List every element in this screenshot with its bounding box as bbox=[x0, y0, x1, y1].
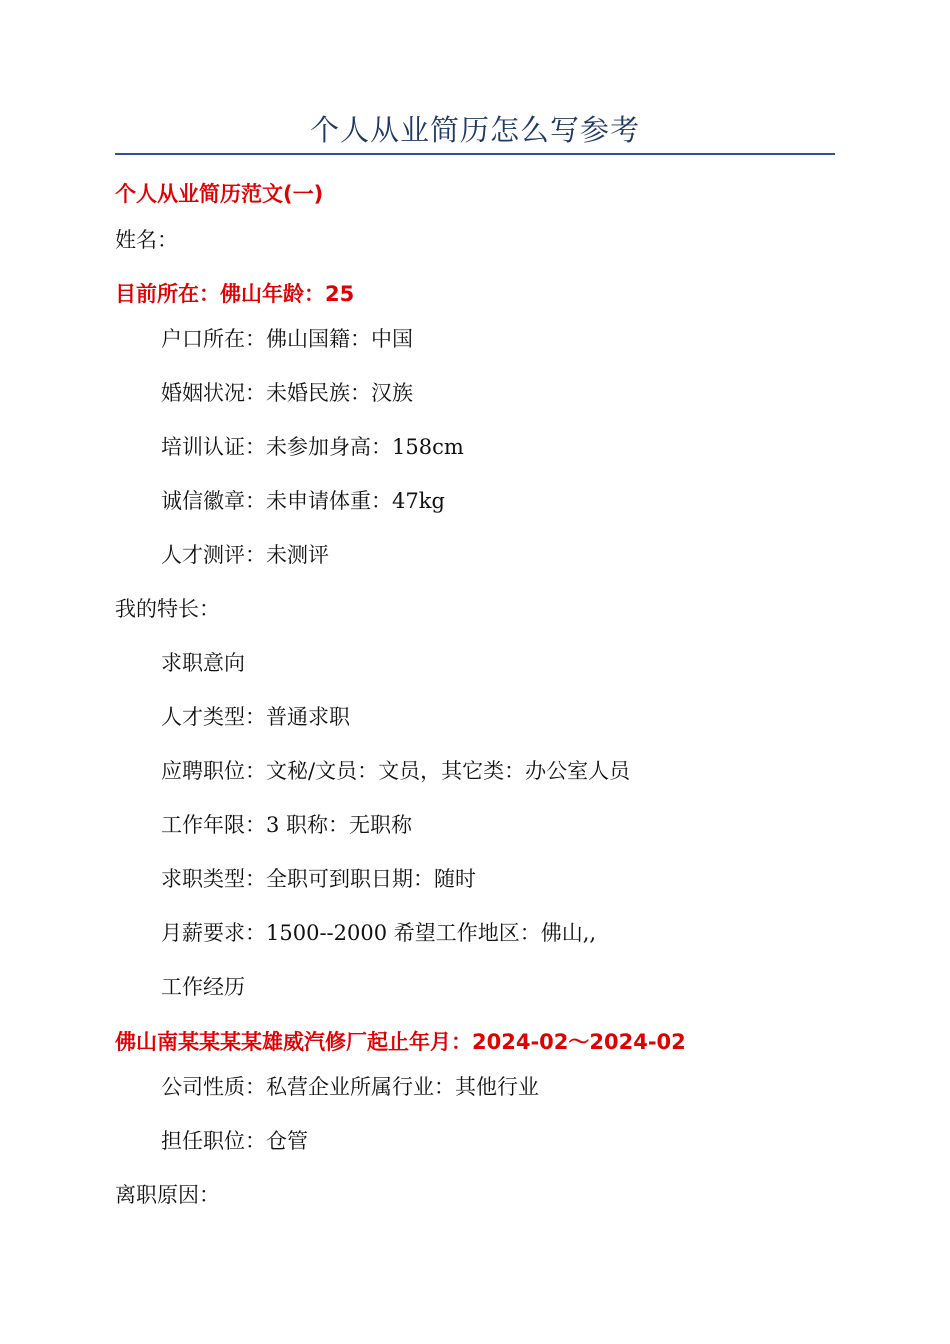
info-line: 月薪要求：1500--2000 希望工作地区：佛山,, bbox=[161, 921, 597, 945]
subheading-line: 工作经历 bbox=[161, 975, 245, 999]
employer-heading: 佛山南某某某某雄威汽修厂起止年月：2024-02～2024-02 bbox=[115, 1030, 686, 1054]
info-line: 诚信徽章：未申请体重：47kg bbox=[161, 489, 445, 513]
name-line: 姓名： bbox=[115, 228, 178, 252]
info-line: 担任职位：仓管 bbox=[161, 1129, 308, 1153]
reason-line: 离职原因： bbox=[115, 1183, 220, 1207]
info-line: 人才类型：普通求职 bbox=[161, 705, 350, 729]
info-line: 户口所在：佛山国籍：中国 bbox=[161, 327, 413, 351]
title-underline bbox=[115, 153, 835, 155]
info-line: 人才测评：未测评 bbox=[161, 543, 329, 567]
info-line: 求职类型：全职可到职日期：随时 bbox=[161, 867, 476, 891]
page-title: 个人从业简历怎么写参考 bbox=[309, 113, 640, 147]
section-heading: 个人从业简历范文(一) bbox=[115, 182, 324, 206]
location-age-heading: 目前所在：佛山年龄：25 bbox=[115, 282, 355, 306]
info-line: 婚姻状况：未婚民族：汉族 bbox=[161, 381, 413, 405]
subheading-line: 求职意向 bbox=[161, 651, 245, 675]
specialty-line: 我的特长： bbox=[115, 597, 220, 621]
info-line: 培训认证：未参加身高：158cm bbox=[161, 435, 464, 459]
info-line: 公司性质：私营企业所属行业：其他行业 bbox=[161, 1075, 539, 1099]
info-line: 应聘职位：文秘/文员：文员，其它类：办公室人员 bbox=[161, 759, 631, 783]
info-line: 工作年限：3 职称：无职称 bbox=[161, 813, 413, 837]
